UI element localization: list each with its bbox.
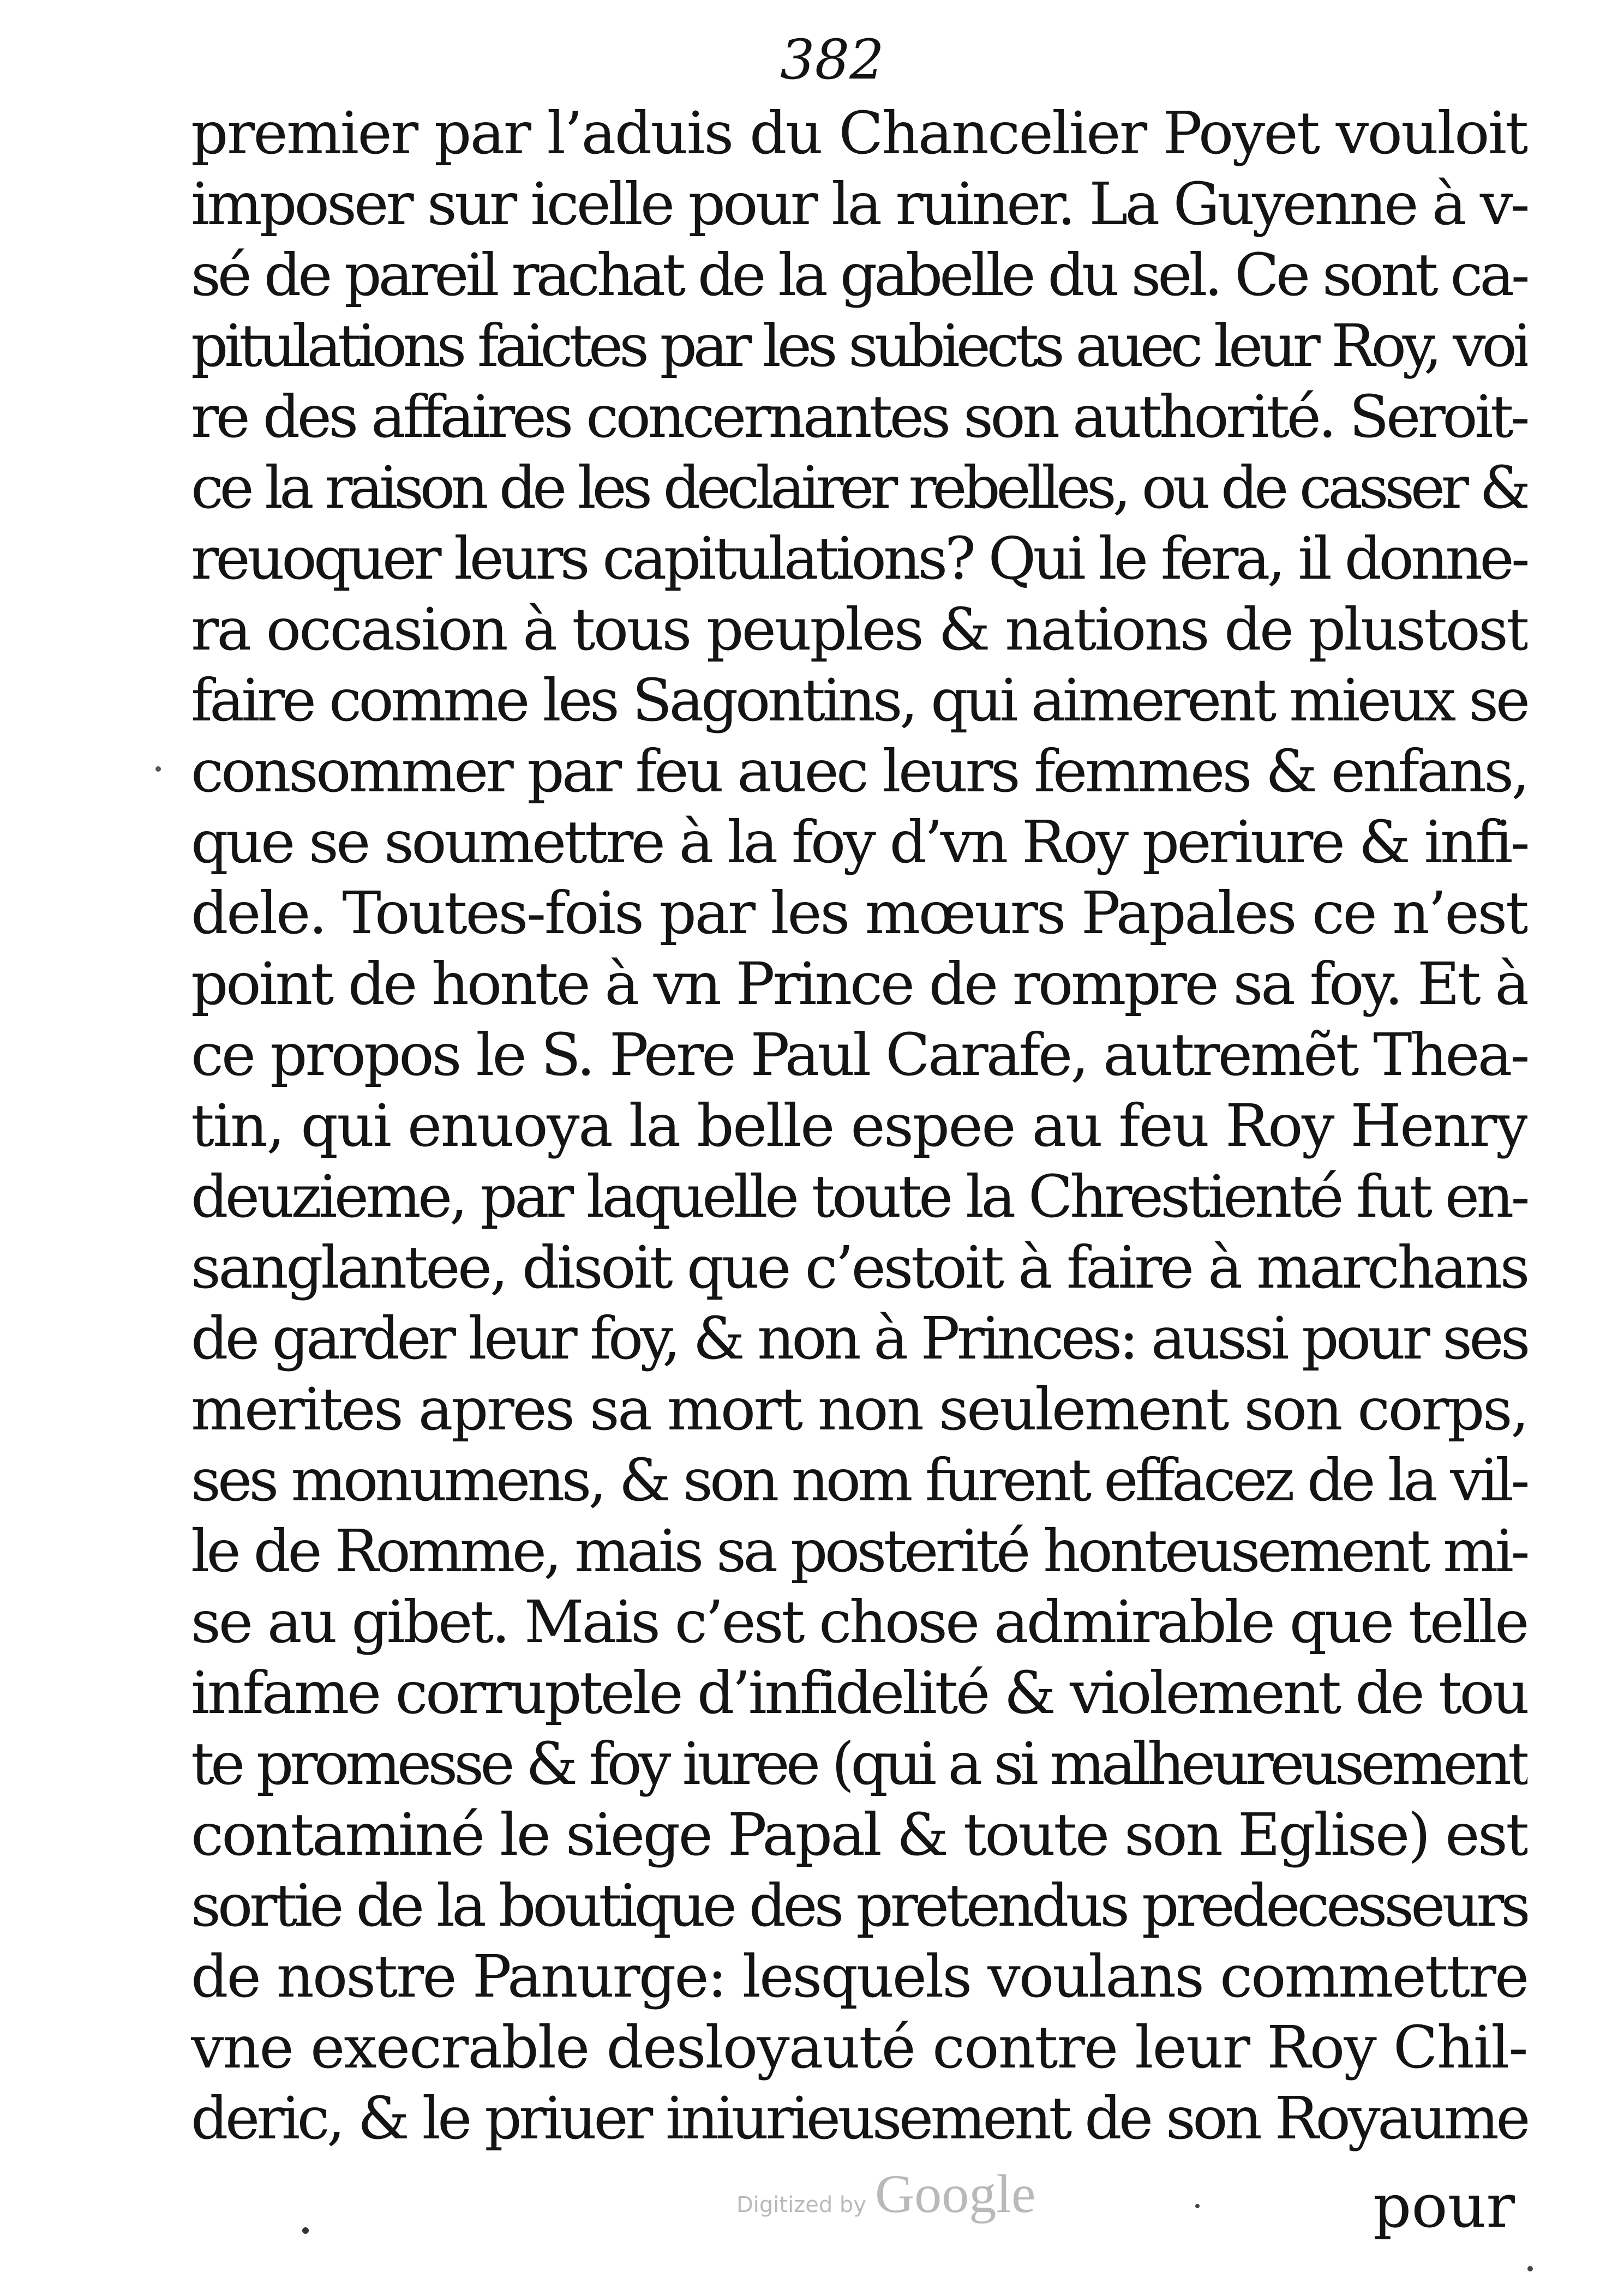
text-line: sé de pareil rachat de la gabelle du sel. Ce sont ca- (191, 242, 1527, 309)
text-line: merites apres sa mort non seulement son corps, (191, 1376, 1527, 1444)
text-line: vne execrable desloyauté contre leur Roy Chil- (191, 2014, 1527, 2082)
text-line: sanglantee, disoit que c’estoit à faire à marchans (191, 1234, 1527, 1302)
text-line: le de Romme, mais sa posterité honteusement mi- (191, 1518, 1527, 1585)
text-line: se au gibet. Mais c’est chose admirable que telle (191, 1589, 1527, 1656)
speck (302, 2227, 309, 2234)
text-line: faire comme les Sagontins, qui aimerent mieux se (191, 667, 1527, 735)
text-line: deric, & le priuer iniurieusement de son Royaume (191, 2085, 1527, 2153)
text-line: ce la raison de les declairer rebelles, ou de casser & (191, 454, 1527, 522)
text-line: tin, qui enuoya la belle espee au feu Roy Henry (191, 1092, 1527, 1160)
text-line: consommer par feu auec leurs femmes & enfans, (191, 738, 1527, 806)
text-line: pitulations faictes par les subiects auec leur Roy, voi (191, 312, 1527, 380)
speck (1527, 2266, 1533, 2271)
text-line: reuoquer leurs capitulations? Qui le fera, il donne- (191, 525, 1527, 593)
text-line: de garder leur foy, & non à Princes: aussi pour ses (191, 1305, 1527, 1373)
text-line: infame corruptele d’infidelité & violement de tou (191, 1660, 1527, 1727)
catchword: pour (1373, 2171, 1515, 2241)
watermark-prefix: Digitized by (736, 2192, 866, 2217)
text-line: ra occasion à tous peuples & nations de plustost (191, 596, 1527, 664)
text-line: ses monumens, & son nom furent effacez de la vil- (191, 1447, 1527, 1514)
text-line: imposer sur icelle pour la ruiner. La Guyenne à v- (191, 171, 1527, 238)
text-line: que se soumettre à la foy d’vn Roy periure & infi- (191, 809, 1527, 876)
watermark-brand: Google (875, 2163, 1036, 2224)
text-line: te promesse & foy iuree (qui a si malheureusement (191, 1730, 1527, 1798)
page-number: 382 (780, 28, 884, 92)
text-line: dele. Toutes-fois par les mœurs Papales ce n’est (191, 880, 1527, 947)
text-line: ce propos le S. Pere Paul Carafe, autremẽt Thea- (191, 1021, 1527, 1089)
text-line: point de honte à vn Prince de rompre sa foy. Et à (191, 951, 1527, 1018)
text-line: premier par l’aduis du Chancelier Poyet vouloit (191, 100, 1527, 167)
speck (155, 766, 161, 772)
speck (1195, 2204, 1200, 2208)
text-line: deuzieme, par laquelle toute la Chrestienté fut en- (191, 1163, 1527, 1231)
text-line: contaminé le siege Papal & toute son Eglise) est (191, 1801, 1527, 1869)
text-line: sortie de la boutique des pretendus predecesseurs (191, 1872, 1527, 1940)
text-line: re des affaires concernantes son authorité. Seroit- (191, 383, 1527, 451)
text-line: de nostre Panurge: lesquels voulans commettre (191, 1943, 1527, 2011)
